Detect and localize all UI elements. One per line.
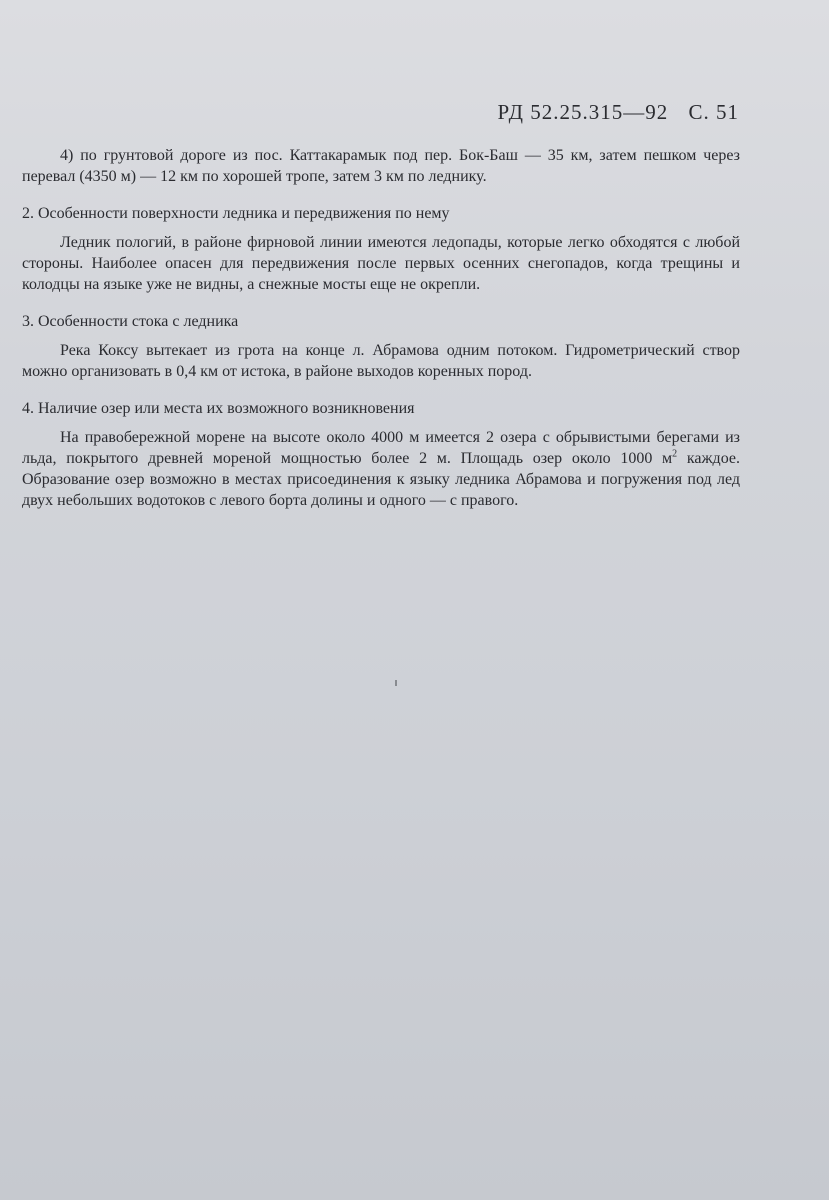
section-paragraph: [22, 427, 740, 511]
section-paragraph: Ледник пологий, в районе фирновой линии имеются ледопады, которые легко обходятся с любой стороны. Наиболее опасен для передвижения после первых осенних снегопадов, когда трещины и колодцы на языке уже не видны, а снежные мосты еще не окрепли.: [22, 234, 740, 293]
section-heading: 2. Особенности поверхности ледника и передвижения по нему: [22, 205, 450, 222]
intro-paragraph: 4) по грунтовой дороге из пос. Каттакарамык под пер. Бок-Баш — 35 км, затем пешком через перевал (4350 м) — 12 км по хорошей тропе, затем 3 км по леднику.: [22, 147, 740, 185]
superscript-exponent: 2: [672, 448, 678, 460]
paragraph-text-part2: каждое. Образование озер возможно в местах присоединения к языку ледника Абрамова и погружения под лед двух небольших водотоков с левого борта долины и одного — с правого.: [22, 450, 740, 509]
page-header: [484, 100, 739, 125]
document-body: [22, 145, 740, 511]
section-runoff: [22, 311, 740, 382]
page-number: С. 51: [688, 100, 739, 124]
document-code: РД 52.25.315—92: [497, 100, 669, 124]
section-lakes: [22, 398, 740, 511]
section-surface: [22, 203, 740, 295]
section-heading: 3. Особенности стока с ледника: [22, 313, 239, 330]
section-paragraph: Река Коксу вытекает из грота на конце л. Абрамова одним потоком. Гидрометрический створ можно организовать в 0,4 км от истока, в районе выходов коренных пород.: [22, 342, 740, 380]
paper-speck: [395, 680, 397, 686]
section-heading: 4. Наличие озер или места их возможного возникновения: [22, 400, 415, 417]
paragraph-text-part1: На правобережной морене на высоте около 4000 м имеется 2 озера с обрывистыми берегами из льда, покрытого древней мореной мощностью более 2 м. Площадь озер около 1000 м: [22, 429, 740, 467]
